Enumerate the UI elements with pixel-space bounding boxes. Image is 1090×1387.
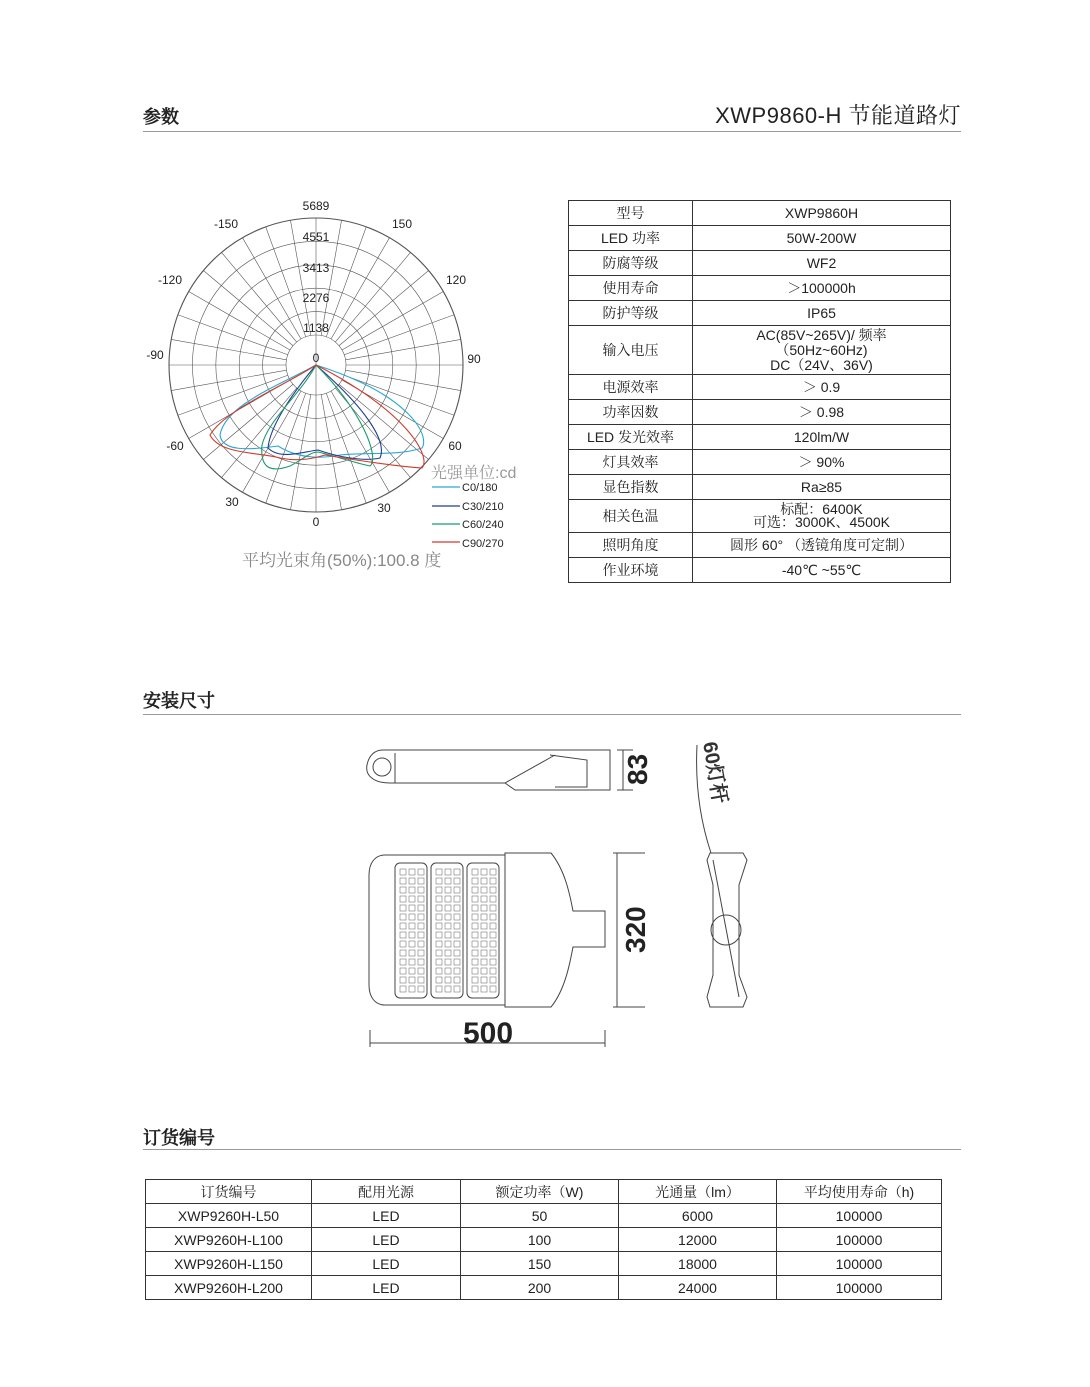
led-chip [472,977,478,983]
led-chip [472,941,478,947]
order-header-cell: 光通量（lm） [619,1180,777,1204]
led-chip [418,932,424,938]
angle-upper-left: -120 [157,273,183,287]
table-row [146,1204,942,1228]
led-chip [400,914,406,920]
led-chip [418,977,424,983]
led-chip [418,968,424,974]
spec-value: ＞ 90% [693,450,951,475]
length-dimension-label: 500 [463,1017,514,1050]
legend-label-c60: C60/240 [462,519,504,531]
led-chip [472,869,478,875]
spec-key: 照明角度 [569,533,693,558]
polar-spoke [346,339,461,359]
order-cell: 6000 [619,1204,777,1228]
top-view [369,853,605,1007]
polar-spoke [222,252,297,342]
led-chip [418,878,424,884]
order-cell: 100000 [777,1228,942,1252]
spec-value: -40℃ ~55℃ [693,558,951,583]
spec-row [569,500,951,533]
led-chip [490,950,496,956]
led-chip [454,950,460,956]
spec-value: IP65 [693,301,951,326]
table-row [146,1276,942,1300]
legend-label-c90: C90/270 [462,538,504,550]
led-chip [409,896,415,902]
led-chip [436,941,442,947]
polar-spoke [346,370,461,390]
spec-value: ＞100000h [693,276,951,301]
spec-value-line: 可选：3000K、4500K [753,514,890,530]
led-chip [436,932,442,938]
led-chip [409,977,415,983]
polar-legend [432,482,504,550]
led-chip [481,887,487,893]
led-chip [454,869,460,875]
led-chip [490,887,496,893]
led-chip [409,986,415,992]
led-chip [418,986,424,992]
led-chip [400,968,406,974]
spec-value-line: DC（24V、36V) [770,356,873,373]
spec-key: 相关色温 [569,500,693,533]
led-chip [481,959,487,965]
spec-row [569,276,951,301]
polar-spoke [171,339,286,359]
order-header-cell: 订货编号 [146,1180,312,1204]
spec-row [569,326,951,375]
led-chip [418,887,424,893]
tick-0: 0 [312,351,320,365]
led-chip [445,905,451,911]
led-chip [445,896,451,902]
led-chip [436,878,442,884]
led-chip [490,878,496,884]
polar-spoke [339,271,429,346]
led-chip [472,932,478,938]
led-chip [445,932,451,938]
spec-row [569,251,951,276]
led-chip [436,959,442,965]
led-chip [481,977,487,983]
led-chip [436,896,442,902]
led-chip [490,941,496,947]
spec-value: ＞ 0.9 [693,375,951,400]
pole-label: 60灯杆 [698,740,731,806]
led-chip [418,959,424,965]
led-chip [472,905,478,911]
led-chip [400,923,406,929]
led-chip [481,923,487,929]
led-chip [445,887,451,893]
order-cell: 24000 [619,1276,777,1300]
tick-4551: 4551 [302,230,330,244]
spec-row [569,425,951,450]
led-chip [454,959,460,965]
order-cell: LED [312,1204,461,1228]
led-chip [481,905,487,911]
led-dot-grid [400,869,496,992]
led-chip [436,923,442,929]
led-chip [490,959,496,965]
spec-row [569,558,951,583]
section-title-params: 参数 [143,107,179,127]
led-chip [481,896,487,902]
polar-spoke [266,393,306,503]
led-chip [400,932,406,938]
angle-top-left: -150 [213,217,239,231]
led-chip [418,941,424,947]
spec-row [569,226,951,251]
led-chip [472,914,478,920]
curve-c30-210 [268,365,381,459]
document-title: XWP9860-H 节能道路灯 [715,103,961,128]
led-chip [400,878,406,884]
height-dimension-label: 83 [622,753,653,785]
order-cell: XWP9260H-L200 [146,1276,312,1300]
led-chip [409,869,415,875]
led-chip [481,968,487,974]
led-chip [409,905,415,911]
led-chip [472,950,478,956]
led-chip [436,887,442,893]
spec-key: 使用寿命 [569,276,693,301]
order-header-row [146,1180,942,1204]
led-chip [481,914,487,920]
led-chip [436,869,442,875]
polar-unit-label: 光强单位:cd [431,465,517,482]
led-chip [409,932,415,938]
spec-key: 显色指数 [569,475,693,500]
led-chip [445,914,451,920]
polar-spoke [222,388,297,478]
angle-left: -90 [146,348,164,362]
led-chip [436,950,442,956]
led-chip [436,914,442,920]
led-chip [481,986,487,992]
led-chip [481,941,487,947]
order-table [145,1179,942,1300]
led-chip [481,878,487,884]
spec-value: 50W-200W [693,226,951,251]
led-chip [400,905,406,911]
led-chip [454,932,460,938]
led-chip [454,968,460,974]
led-chip [409,914,415,920]
order-cell: 100000 [777,1252,942,1276]
end-view [707,853,747,1007]
spec-key: 防护等级 [569,301,693,326]
install-divider [143,714,961,715]
polar-spoke [335,252,410,342]
led-chip [418,914,424,920]
width-dimension-label: 320 [620,906,651,953]
spec-key: 防腐等级 [569,251,693,276]
spec-key: 电源效率 [569,375,693,400]
spec-value: Ra≥85 [693,475,951,500]
led-chip [445,950,451,956]
led-chip [418,869,424,875]
angle-upper-right: 120 [445,273,467,287]
order-cell: 100000 [777,1276,942,1300]
order-cell: 12000 [619,1228,777,1252]
led-chip [490,923,496,929]
led-chip [490,896,496,902]
spec-key: 作业环境 [569,558,693,583]
spec-row [569,400,951,425]
table-row [146,1228,942,1252]
angle-right: 90 [467,352,481,366]
spec-key: 灯具效率 [569,450,693,475]
led-chip [400,896,406,902]
led-chip [481,869,487,875]
led-chip [445,878,451,884]
led-chip [490,968,496,974]
led-chip [490,914,496,920]
polar-spoke [335,388,410,478]
polar-spoke [326,227,366,337]
led-chip [409,887,415,893]
led-chip [454,914,460,920]
order-cell: LED [312,1276,461,1300]
polar-spoke [178,315,288,355]
angle-lower-right: 60 [448,439,462,453]
spec-value-line: 标配：6400K [780,501,863,517]
spec-key: 型号 [569,201,693,226]
legend-label-c30: C30/210 [462,501,504,513]
led-chip [445,986,451,992]
order-header-cell: 额定功率（W) [461,1180,619,1204]
spec-key: LED 发光效率 [569,425,693,450]
polar-light-distribution-diagram [130,190,550,580]
order-cell: LED [312,1252,461,1276]
led-chip [418,896,424,902]
led-chip [454,887,460,893]
led-chip [409,878,415,884]
order-cell: LED [312,1228,461,1252]
led-chip [400,887,406,893]
header-divider [143,131,961,132]
spec-row [569,201,951,226]
polar-spoke [344,315,454,355]
angle-bottom-left: 30 [225,495,239,509]
led-chip [418,923,424,929]
legend-label-c0: C0/180 [462,482,498,494]
order-header-cell: 平均使用寿命（h) [777,1180,942,1204]
led-chip [445,941,451,947]
led-chip [472,923,478,929]
order-cell: 200 [461,1276,619,1300]
spec-row [569,450,951,475]
led-chip [454,941,460,947]
angle-bottom-right: 30 [377,501,391,515]
led-chip [400,986,406,992]
led-chip [490,869,496,875]
led-chip [445,959,451,965]
led-chip [436,968,442,974]
led-chip [400,869,406,875]
order-cell: 50 [461,1204,619,1228]
spec-table [568,200,951,583]
led-chip [436,905,442,911]
led-chip [445,923,451,929]
tick-5689: 5689 [302,199,330,213]
led-chip [436,986,442,992]
tick-1138: 1138 [303,321,329,335]
led-chip [454,977,460,983]
order-cell: XWP9260H-L150 [146,1252,312,1276]
led-chip [481,932,487,938]
side-view [367,750,610,790]
spec-value: 圆形 60° （透镜角度可定制） [693,533,951,558]
spec-value [693,326,951,375]
spec-key: 功率因数 [569,400,693,425]
led-chip [472,959,478,965]
led-chip [409,959,415,965]
led-chip [454,905,460,911]
led-chip [409,950,415,956]
led-chip [409,941,415,947]
spec-value: XWP9860H [693,201,951,226]
spec-key: LED 功率 [569,226,693,251]
led-chip [454,923,460,929]
led-chip [490,932,496,938]
tick-3413: 3413 [302,261,330,275]
spec-value [693,500,951,533]
order-cell: 100 [461,1228,619,1252]
beam-angle-note: 平均光束角(50%):100.8 度 [242,551,442,570]
led-chip [472,986,478,992]
led-chip [445,977,451,983]
order-header-cell: 配用光源 [312,1180,461,1204]
spec-value: 120lm/W [693,425,951,450]
led-chip [400,941,406,947]
led-chip [490,986,496,992]
polar-spoke [266,227,306,337]
polar-spoke [203,271,293,346]
led-chip [445,968,451,974]
led-chip [400,950,406,956]
led-chip [490,905,496,911]
tick-2276: 2276 [302,291,330,305]
led-chip [400,977,406,983]
polar-spoke [178,375,288,415]
spec-row [569,533,951,558]
spec-row [569,375,951,400]
order-cell: 100000 [777,1204,942,1228]
order-divider [143,1149,961,1150]
spec-value-line: （50Hz~60Hz) [775,341,868,358]
led-chip [445,869,451,875]
led-chip [454,986,460,992]
spec-row [569,301,951,326]
led-chip [481,950,487,956]
dimension-drawing [355,735,775,1065]
led-chip [490,977,496,983]
order-cell: XWP9260H-L100 [146,1228,312,1252]
led-chip [472,968,478,974]
led-chip [409,923,415,929]
led-chip [454,896,460,902]
led-chip [418,950,424,956]
order-cell: XWP9260H-L50 [146,1204,312,1228]
led-chip [472,896,478,902]
led-chip [409,968,415,974]
led-chip [472,887,478,893]
angle-bottom: 0 [312,515,320,529]
table-row [146,1252,942,1276]
spec-row [569,475,951,500]
spec-value: ＞ 0.98 [693,400,951,425]
spec-key: 输入电压 [569,326,693,375]
order-cell: 150 [461,1252,619,1276]
section-title-install: 安装尺寸 [143,691,215,711]
led-chip [472,878,478,884]
spec-value-line: AC(85V~265V)/ 频率 [756,326,887,343]
order-cell: 18000 [619,1252,777,1276]
section-title-order: 订货编号 [143,1128,215,1148]
led-chip [418,905,424,911]
led-chip [454,878,460,884]
led-chip [436,977,442,983]
angle-top-right: 150 [391,217,413,231]
polar-spoke [171,370,286,390]
led-chip [400,959,406,965]
angle-lower-left: -60 [166,439,184,453]
spec-value: WF2 [693,251,951,276]
